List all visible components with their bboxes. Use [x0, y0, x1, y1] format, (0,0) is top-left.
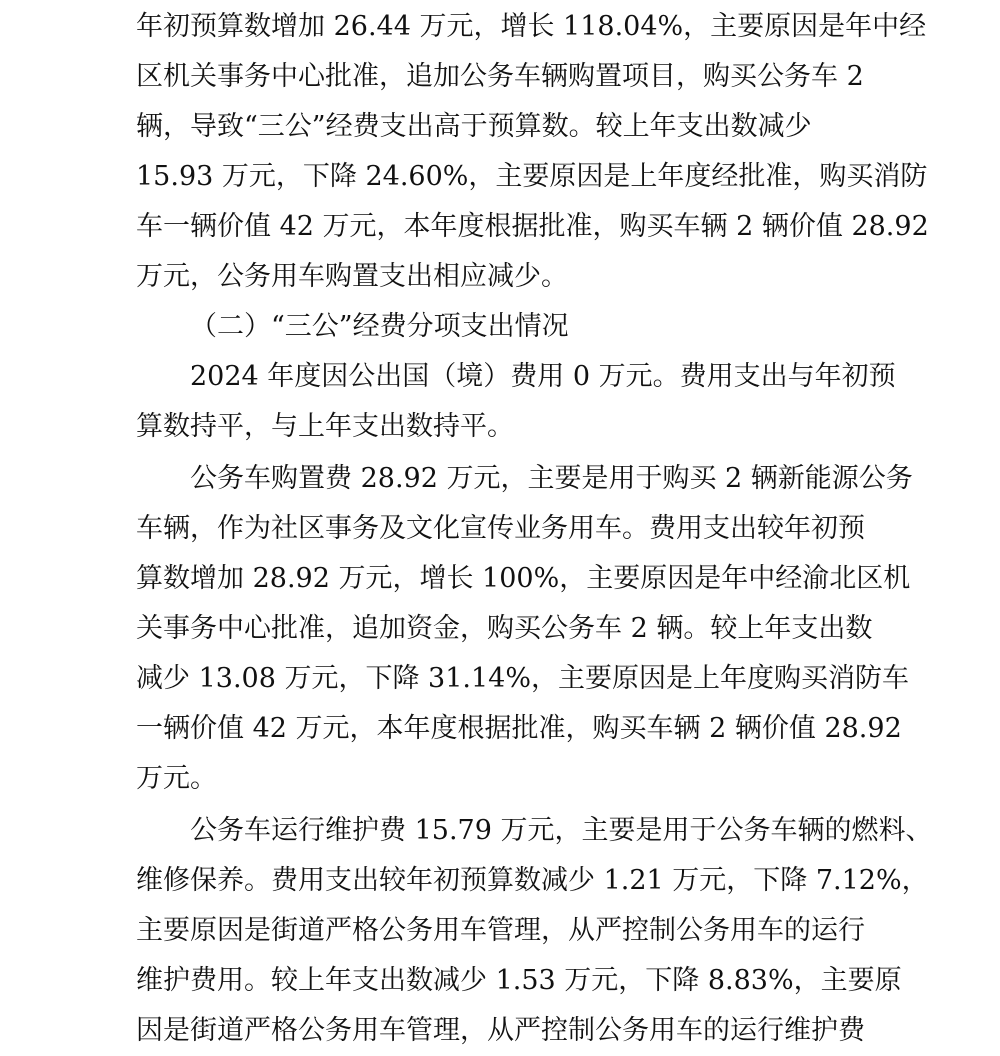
paragraph-line: 公务车运行维护费 15.79 万元，主要是用于公务车辆的燃料、 — [190, 815, 933, 846]
paragraph-line: 15.93 万元，下降 24.60%，主要原因是上年度经批准，购买消防 — [136, 161, 928, 192]
paragraph-line: 因是街道严格公务用车管理，从严控制公务用车的运行维护费 — [136, 1015, 865, 1046]
paragraph-line: 一辆价值 42 万元，本年度根据批准，购买车辆 2 辆价值 28.92 — [136, 713, 902, 744]
paragraph-line: 万元。 — [136, 763, 217, 794]
paragraph-line: 维修保养。费用支出较年初预算数减少 1.21 万元，下降 7.12%， — [136, 865, 929, 896]
paragraph-line: 维护费用。较上年支出数减少 1.53 万元，下降 8.83%，主要原 — [136, 965, 902, 996]
paragraph-line: 辆，导致“三公”经费支出高于预算数。较上年支出数减少 — [136, 111, 812, 142]
paragraph-line: 公务车购置费 28.92 万元，主要是用于购买 2 辆新能源公务 — [190, 463, 913, 494]
paragraph-line: 算数增加 28.92 万元，增长 100%，主要原因是年中经渝北区机 — [136, 563, 911, 594]
paragraph-line: 车辆，作为社区事务及文化宣传业务用车。费用支出较年初预 — [136, 513, 865, 544]
paragraph-line: 万元，公务用车购置支出相应减少。 — [136, 261, 568, 292]
paragraph-line: 区机关事务中心批准，追加公务车辆购置项目，购买公务车 2 — [136, 61, 864, 92]
paragraph-line: 车一辆价值 42 万元，本年度根据批准，购买车辆 2 辆价值 28.92 — [136, 211, 929, 242]
paragraph-line: 减少 13.08 万元，下降 31.14%，主要原因是上年度购买消防车 — [136, 663, 909, 694]
section-heading: （二）“三公”经费分项支出情况 — [190, 311, 569, 342]
paragraph-line: 算数持平，与上年支出数持平。 — [136, 411, 514, 442]
paragraph-line: 主要原因是街道严格公务用车管理，从严控制公务用车的运行 — [136, 915, 865, 946]
paragraph-line: 年初预算数增加 26.44 万元，增长 118.04%，主要原因是年中经 — [136, 11, 927, 42]
paragraph-line: 关事务中心批准，追加资金，购买公务车 2 辆。较上年支出数 — [136, 613, 873, 644]
paragraph-line: 2024 年度因公出国（境）费用 0 万元。费用支出与年初预 — [190, 361, 896, 392]
